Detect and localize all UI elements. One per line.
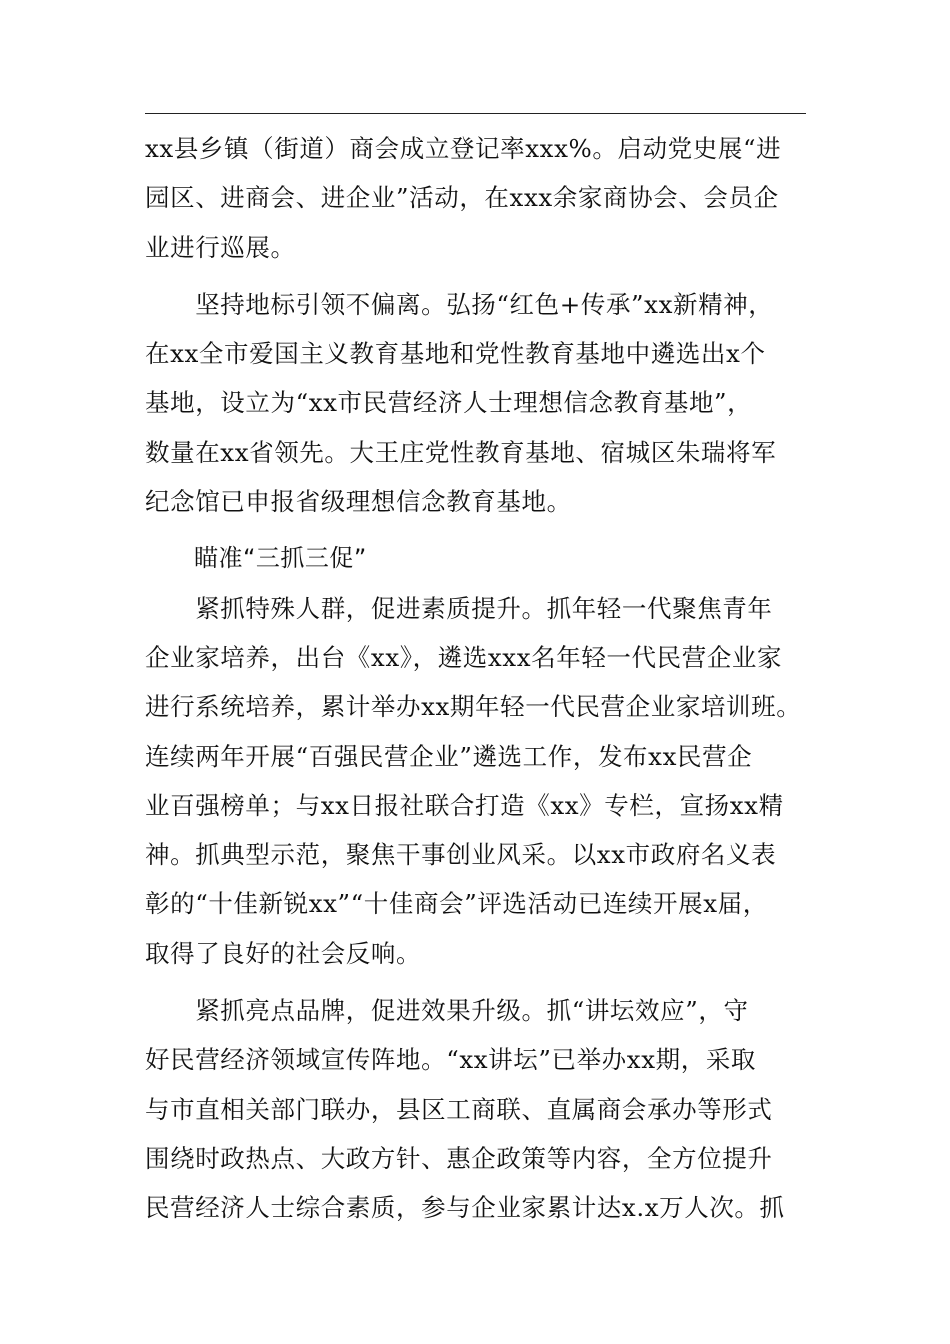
text-line: 与市直相关部门联办，县区工商联、直属商会承办等形式 [145, 1094, 773, 1124]
text-line: 基地，设立为“xx市民营经济人士理想信念教育基地”， [145, 388, 753, 418]
text-line: 彰的“十佳新锐xx”“十佳商会”评选活动已连续开展x届， [145, 889, 768, 919]
text-line: xx县乡镇（街道）商会成立登记率xxx%。启动党史展“进 [145, 134, 782, 163]
paragraph [145, 986, 845, 1232]
text-line: 取得了良好的社会反响。 [145, 938, 422, 968]
text-line: 神。抓典型示范，聚焦干事创业风采。以xx市政府名义表 [145, 840, 777, 870]
section-heading: 瞄准“三抓三促” [145, 544, 367, 573]
text-line: 好民营经济领域宣传阵地。“xx讲坛”已举办xx期，采取 [145, 1045, 757, 1075]
paragraph [145, 584, 845, 978]
text-line: 坚持地标引领不偏离。弘扬“红色+传承”xx新精神， [145, 289, 774, 319]
text-line: 业百强榜单；与xx日报社联合打造《xx》专栏，宣扬xx精 [145, 790, 784, 820]
text-line: 围绕时政热点、大政方针、惠企政策等内容，全方位提升 [145, 1143, 773, 1173]
paragraph [145, 124, 845, 272]
text-line: 在xx全市爱国主义教育基地和党性教育基地中遴选出x个 [145, 339, 766, 369]
header-rule [145, 113, 806, 114]
text-line: 数量在xx省领先。大王庄党性教育基地、宿城区朱瑞将军 [145, 437, 777, 467]
text-line: 连续两年开展“百强民营企业”遴选工作，发布xx民营企 [145, 741, 753, 771]
text-line: 业进行巡展。 [145, 232, 296, 262]
text-line: 企业家培养，出台《xx》，遴选xxx名年轻一代民营企业家 [145, 642, 783, 672]
paragraph [145, 280, 845, 526]
text-line: 紧抓特殊人群，促进素质提升。抓年轻一代聚焦青年 [145, 593, 773, 623]
text-line: 紧抓亮点品牌，促进效果升级。抓“讲坛效应”，守 [145, 996, 749, 1026]
text-line: 园区、进商会、进企业”活动，在xxx余家商协会、会员企 [145, 183, 779, 213]
text-line: 进行系统培养，累计举办xx期年轻一代民营企业家培训班。 [145, 692, 802, 722]
text-line: 民营经济人士综合素质，参与企业家累计达x.x万人次。抓 [145, 1193, 785, 1223]
text-line: 纪念馆已申报省级理想信念教育基地。 [145, 487, 572, 517]
document-body [145, 124, 845, 1233]
